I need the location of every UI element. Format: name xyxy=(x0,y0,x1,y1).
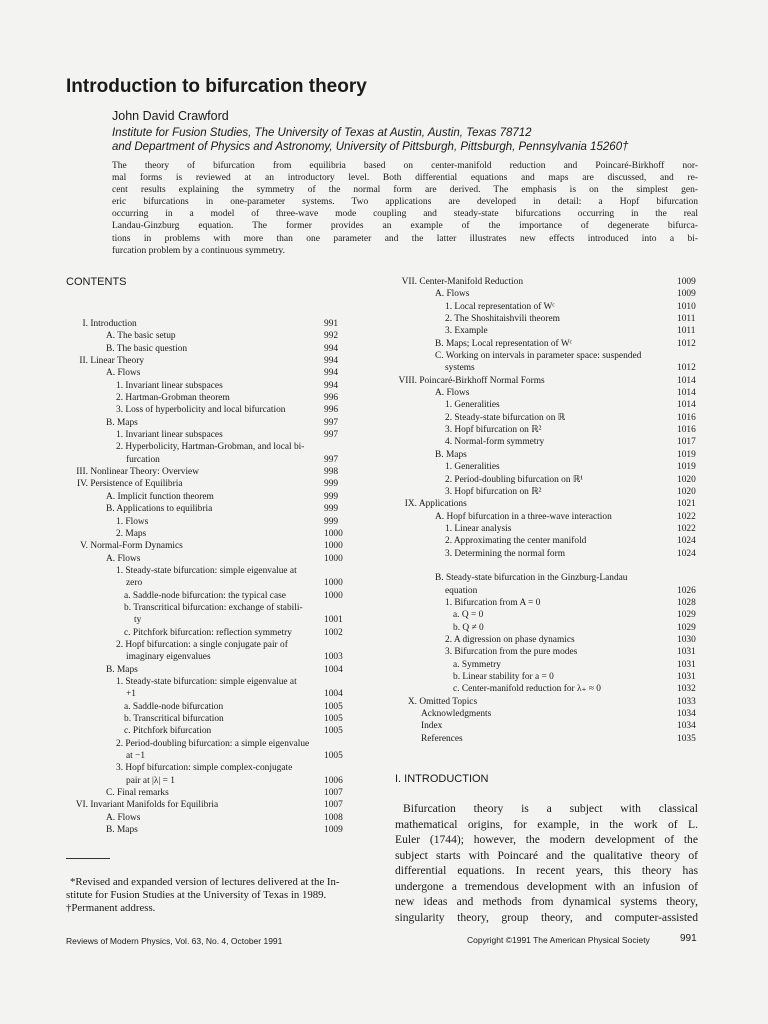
toc-entry xyxy=(66,392,366,404)
toc-entry-page: 1007 xyxy=(324,788,343,799)
toc-entry-label: B. Maps xyxy=(106,417,138,428)
toc-entry-page: 1031 xyxy=(677,647,696,658)
toc-entry xyxy=(66,590,366,602)
toc-entry-label: 3. Hopf bifurcation on ℝ² xyxy=(445,486,542,497)
toc-entry-page: 1019 xyxy=(677,449,696,460)
abstract-line: tions in problems with more than one parameter and the latter illustrates new effects introduced into a bi- xyxy=(112,233,698,244)
toc-entry-label: c. Center-manifold reduction for λ₊ ≈ 0 xyxy=(453,684,601,695)
toc-entry-page: 1031 xyxy=(677,672,696,682)
toc-entry-label: A. The basic setup xyxy=(106,331,176,342)
toc-entry-label: IV. Persistence of Equilibria xyxy=(76,479,183,490)
toc-entry-label: 1. Bifurcation from A = 0 xyxy=(445,597,541,608)
toc-entry xyxy=(66,725,366,737)
body-line: new ideas and methods from dynamical systems theory, xyxy=(395,895,698,908)
body-line: Euler (1744); however, the modern development of the xyxy=(395,833,698,846)
abstract-line: Landau-Ginzburg equation. The former provides an example of the importance of degenerate bifurca- xyxy=(112,221,698,232)
toc-entry xyxy=(66,614,366,626)
toc-entry-page: 1008 xyxy=(324,812,343,823)
toc-entry xyxy=(66,380,366,392)
toc-entry-label: 1. Flows xyxy=(116,516,149,527)
toc-entry-label: II. Linear Theory xyxy=(79,356,145,367)
toc-entry xyxy=(66,565,366,577)
toc-entry-page: 997 xyxy=(324,417,339,428)
copyright-notice: Copyright ©1991 The American Physical Society xyxy=(467,935,650,945)
toc-entry-label: 3. Hopf bifurcation: simple complex-conjugate xyxy=(116,763,293,774)
toc-entry xyxy=(395,622,698,634)
toc-entry-page: 996 xyxy=(324,405,339,416)
toc-entry-label: zero xyxy=(126,578,143,589)
footnote-divider xyxy=(66,858,110,859)
toc-entry-label: 3. Hopf bifurcation on ℝ² xyxy=(445,425,542,436)
toc-entry-page: 1000 xyxy=(324,553,343,564)
toc-entry-page: 1004 xyxy=(324,689,343,700)
toc-entry xyxy=(66,330,366,342)
toc-entry xyxy=(395,474,698,486)
toc-entry xyxy=(395,449,698,461)
body-line: subject starts with Poincaré and the qualitative theory of xyxy=(395,848,698,862)
toc-entry-page: 1014 xyxy=(677,388,696,399)
toc-entry-label: A. Flows xyxy=(106,553,141,564)
toc-right-column xyxy=(395,276,698,745)
toc-entry-label: A. Hopf bifurcation in a three-wave interaction xyxy=(435,511,612,522)
toc-entry xyxy=(66,627,366,639)
toc-entry xyxy=(395,288,698,300)
body-line: differential equations. In recent years, this theory has xyxy=(395,864,698,877)
toc-entry xyxy=(66,713,366,725)
toc-entry-page: 994 xyxy=(324,343,339,354)
toc-entry-page: 1012 xyxy=(677,338,696,349)
toc-entry-page: 1030 xyxy=(677,634,696,645)
toc-entry-label: imaginary eigenvalues xyxy=(126,652,211,663)
toc-entry xyxy=(395,338,698,350)
toc-entry-page: 992 xyxy=(324,331,339,342)
toc-entry xyxy=(395,634,698,646)
toc-entry xyxy=(395,486,698,498)
toc-entry-page: 1024 xyxy=(677,548,696,559)
toc-entry-label: a. Q = 0 xyxy=(453,610,484,621)
toc-entry-label: 2. The Shoshitaishvili theorem xyxy=(445,314,560,325)
toc-entry xyxy=(395,313,698,325)
toc-entry-page: 1021 xyxy=(677,499,696,510)
toc-entry-label: 1. Steady-state bifurcation: simple eigenvalue at xyxy=(116,565,297,576)
toc-entry xyxy=(66,318,366,330)
intro-paragraph xyxy=(395,801,698,925)
toc-entry xyxy=(395,671,698,683)
toc-entry xyxy=(395,720,698,732)
paper-title: Introduction to bifurcation theory xyxy=(66,76,367,97)
toc-entry xyxy=(66,478,366,490)
toc-entry-page: 1022 xyxy=(677,523,696,534)
toc-entry-label: 3. Determining the normal form xyxy=(445,548,566,559)
toc-entry xyxy=(66,503,366,515)
author-name: John David Crawford xyxy=(112,109,229,123)
toc-entry-page: 996 xyxy=(324,393,339,404)
toc-entry xyxy=(395,572,698,584)
abstract-line: cent results explaining the symmetry of the normal form are derived. The emphasis is on the simplest gen- xyxy=(112,185,698,196)
toc-entry-label: 2. Steady-state bifurcation on ℝ xyxy=(445,412,566,423)
toc-entry-page: 999 xyxy=(324,479,339,490)
toc-entry-label: Acknowledgments xyxy=(421,709,492,720)
toc-entry xyxy=(395,412,698,424)
toc-entry-label: B. Maps xyxy=(106,825,138,836)
affiliation-line: Institute for Fusion Studies, The University of Texas at Austin, Austin, Texas 78712 xyxy=(112,127,532,139)
toc-entry xyxy=(66,602,366,614)
toc-entry xyxy=(66,750,366,762)
toc-entry xyxy=(66,417,366,429)
toc-entry xyxy=(66,491,366,503)
toc-entry xyxy=(66,812,366,824)
toc-entry xyxy=(66,651,366,663)
toc-entry-label: 1. Local representation of Wᶜ xyxy=(445,301,555,312)
toc-entry xyxy=(66,441,366,453)
toc-entry-page: 1005 xyxy=(324,701,343,712)
toc-entry xyxy=(66,639,366,651)
toc-entry-page: 1028 xyxy=(677,597,696,608)
toc-entry-label: B. Steady-state bifurcation in the Ginzburg-Landau xyxy=(435,573,628,584)
toc-entry-label: VIII. Poincaré-Birkhoff Normal Forms xyxy=(398,375,545,386)
toc-entry-label: 1. Steady-state bifurcation: simple eigenvalue at xyxy=(116,676,297,687)
toc-entry-label: 3. Example xyxy=(445,326,488,337)
toc-entry-label: 1. Invariant linear subspaces xyxy=(116,380,223,391)
toc-entry-page: 1034 xyxy=(677,709,696,720)
toc-entry xyxy=(395,511,698,523)
toc-entry xyxy=(395,399,698,411)
toc-entry xyxy=(395,523,698,535)
toc-entry-page: 1016 xyxy=(677,412,696,423)
toc-entry-page: 1033 xyxy=(677,696,696,707)
toc-entry-label: 1. Generalities xyxy=(445,462,500,473)
toc-entry-label: A. Flows xyxy=(435,388,470,399)
toc-entry-label: B. Applications to equilibria xyxy=(106,504,213,515)
toc-entry-label: c. Pitchfork bifurcation xyxy=(124,726,212,737)
toc-entry xyxy=(66,577,366,589)
toc-entry-page: 1014 xyxy=(677,375,696,386)
toc-entry-label: b. Transcritical bifurcation: exchange of stabili- xyxy=(124,602,303,613)
toc-entry-page: 1001 xyxy=(324,615,343,626)
toc-entry xyxy=(395,350,698,362)
toc-entry xyxy=(395,560,698,572)
toc-entry-label: A. Implicit function theorem xyxy=(106,491,214,502)
toc-entry-label: VII. Center-Manifold Reduction xyxy=(401,277,524,287)
toc-entry-label: 1. Invariant linear subspaces xyxy=(116,430,223,441)
toc-entry-page: 1024 xyxy=(677,536,696,547)
toc-entry-page: 1034 xyxy=(677,721,696,732)
toc-entry xyxy=(395,646,698,658)
toc-entry xyxy=(66,676,366,688)
toc-entry-page: 1002 xyxy=(324,627,343,638)
toc-entry-page: 1006 xyxy=(324,775,343,786)
toc-entry-page: 1009 xyxy=(324,825,343,836)
toc-entry-page: 1019 xyxy=(677,462,696,473)
toc-entry xyxy=(66,688,366,700)
toc-entry-label: at −1 xyxy=(126,751,146,762)
toc-entry-label: b. Transcritical bifurcation xyxy=(124,714,224,724)
footnotes xyxy=(66,876,366,915)
affiliation-line: and Department of Physics and Astronomy, University of Pittsburgh, Pittsburgh, Pennsylvania 15260† xyxy=(112,141,629,153)
toc-entry-page: 1022 xyxy=(677,511,696,522)
toc-entry-label: 2. Approximating the center manifold xyxy=(445,536,587,547)
toc-entry-page: 1003 xyxy=(324,652,343,663)
toc-entry xyxy=(395,733,698,745)
toc-entry xyxy=(395,387,698,399)
toc-entry-page: 1011 xyxy=(677,314,696,325)
toc-entry-page: 1005 xyxy=(324,726,343,737)
toc-entry-page: 1005 xyxy=(324,751,343,762)
toc-entry xyxy=(66,343,366,355)
toc-entry-label: 2. A digression on phase dynamics xyxy=(445,634,575,645)
toc-entry xyxy=(395,708,698,720)
footnote-line: stitute for Fusion Studies at the University of Texas in 1989. xyxy=(66,889,327,901)
toc-entry-page: 1012 xyxy=(677,363,696,374)
toc-entry-label: pair at |λ| = 1 xyxy=(126,775,175,786)
toc-entry xyxy=(66,540,366,552)
toc-entry xyxy=(395,696,698,708)
toc-entry xyxy=(395,436,698,448)
body-line: mathematical origins, for example, in the work of L. xyxy=(395,817,698,831)
toc-left-column xyxy=(66,318,366,836)
toc-entry xyxy=(395,535,698,547)
toc-entry-page: 1035 xyxy=(677,733,696,744)
toc-entry xyxy=(395,548,698,560)
toc-entry xyxy=(395,461,698,473)
toc-entry-page: 1014 xyxy=(677,400,696,411)
toc-entry xyxy=(395,683,698,695)
toc-entry xyxy=(395,609,698,621)
toc-entry-label: V. Normal-Form Dynamics xyxy=(80,541,183,552)
toc-entry-label: 2. Period-doubling bifurcation: a simple eigenvalue xyxy=(116,738,310,749)
toc-entry-label: a. Saddle-node bifurcation xyxy=(124,701,224,712)
toc-entry-label: a. Symmetry xyxy=(453,659,501,670)
toc-entry-page: 1000 xyxy=(324,541,343,552)
toc-entry-page: 998 xyxy=(324,467,339,478)
body-line: undergone a tremendous development with an infusion of xyxy=(395,879,698,893)
toc-entry xyxy=(395,498,698,510)
toc-entry-label: A. Flows xyxy=(106,368,141,379)
toc-entry-label: 2. Maps xyxy=(116,528,147,539)
toc-entry-page: 991 xyxy=(324,319,339,329)
toc-entry-page: 1016 xyxy=(677,425,696,436)
toc-entry-page: 1009 xyxy=(677,289,696,300)
toc-entry-label: 2. Hyperbolicity, Hartman-Grobman, and local bi- xyxy=(116,442,305,453)
toc-entry xyxy=(66,528,366,540)
toc-entry-label: C. Final remarks xyxy=(106,788,169,799)
abstract-line: furcation problem by a continuous symmetry. xyxy=(112,245,285,256)
footnote-line: †Permanent address. xyxy=(66,902,156,914)
toc-entry xyxy=(66,775,366,787)
toc-entry-label: X. Omitted Topics xyxy=(407,696,478,707)
toc-entry xyxy=(66,466,366,478)
toc-entry-label: IX. Applications xyxy=(404,499,467,510)
toc-entry-label: +1 xyxy=(126,689,136,700)
toc-entry-page: 994 xyxy=(324,380,339,391)
toc-entry-label: 1. Generalities xyxy=(445,400,500,411)
toc-entry-page: 1000 xyxy=(324,578,343,589)
toc-entry-page: 1009 xyxy=(677,277,696,287)
toc-entry-label: 3. Loss of hyperbolicity and local bifurcation xyxy=(116,405,286,416)
toc-entry-label: 2. Hartman-Grobman theorem xyxy=(116,393,230,404)
toc-entry-label: 3. Bifurcation from the pure modes xyxy=(445,647,578,658)
toc-entry xyxy=(395,597,698,609)
toc-entry xyxy=(66,553,366,565)
toc-entry-page: 999 xyxy=(324,491,339,502)
toc-entry-page: 1000 xyxy=(324,590,343,601)
toc-entry-page: 999 xyxy=(324,516,339,527)
toc-entry-page: 994 xyxy=(324,356,339,367)
toc-entry xyxy=(66,824,366,836)
toc-entry-page: 1032 xyxy=(677,684,696,695)
toc-entry-page: 1017 xyxy=(677,437,696,448)
toc-entry-label: 2. Hopf bifurcation: a single conjugate pair of xyxy=(116,639,288,650)
toc-entry-label: Index xyxy=(421,721,443,732)
abstract-line: eric bifurcations in one-parameter systems. Two applications are developed in detail: a Hopf bifurcation xyxy=(112,197,698,208)
toc-entry xyxy=(66,516,366,528)
toc-entry-page: 997 xyxy=(324,430,339,441)
toc-entry xyxy=(395,276,698,288)
toc-entry-page: 1011 xyxy=(677,326,696,337)
toc-entry-page: 1029 xyxy=(677,610,696,621)
toc-entry-label: c. Pitchfork bifurcation: reflection symmetry xyxy=(124,627,292,638)
toc-entry xyxy=(66,738,366,750)
toc-entry-page: 1010 xyxy=(677,301,696,312)
toc-entry-label: 1. Linear analysis xyxy=(445,523,512,534)
toc-entry-page: 1005 xyxy=(324,714,343,724)
footnote-line: *Revised and expanded version of lectures delivered at the In- xyxy=(70,876,340,888)
toc-entry-page: 994 xyxy=(324,368,339,379)
toc-entry-label: B. The basic question xyxy=(106,343,188,354)
toc-entry-page: 1000 xyxy=(324,528,343,539)
toc-entry xyxy=(395,424,698,436)
toc-entry-label: I. Introduction xyxy=(82,319,137,329)
toc-entry-page: 1007 xyxy=(324,800,343,811)
toc-entry xyxy=(395,362,698,374)
toc-entry-page: 1020 xyxy=(677,486,696,497)
toc-entry-label: a. Saddle-node bifurcation: the typical case xyxy=(124,590,286,601)
body-line: Bifurcation theory is a subject with classical xyxy=(403,802,698,815)
toc-entry-page: 999 xyxy=(324,504,339,515)
toc-entry-label: ty xyxy=(134,615,142,626)
toc-entry-label: A. Flows xyxy=(106,812,141,823)
toc-entry-label: b. Q ≠ 0 xyxy=(453,622,484,633)
page-number: 991 xyxy=(680,933,697,944)
toc-entry-label: 4. Normal-form symmetry xyxy=(445,437,545,448)
toc-entry-label: b. Linear stability for a = 0 xyxy=(453,672,554,682)
toc-entry-label: furcation xyxy=(126,454,160,465)
toc-entry xyxy=(66,355,366,367)
contents-heading: CONTENTS xyxy=(66,276,127,288)
toc-entry-label: C. Working on intervals in parameter space: suspended xyxy=(435,351,642,362)
toc-entry xyxy=(395,325,698,337)
abstract xyxy=(112,160,698,257)
toc-entry-page: 1031 xyxy=(677,659,696,670)
toc-entry xyxy=(66,664,366,676)
toc-entry xyxy=(395,301,698,313)
toc-entry xyxy=(66,454,366,466)
toc-entry xyxy=(66,367,366,379)
toc-entry xyxy=(395,375,698,387)
abstract-line: The theory of bifurcation from equilibria based on center-manifold reduction and Poincaré-Birkhoff nor- xyxy=(112,161,698,171)
toc-entry-label: B. Maps; Local representation of Wᶜ xyxy=(435,338,573,349)
section-heading: I. INTRODUCTION xyxy=(395,773,489,785)
toc-entry-label: References xyxy=(421,733,463,744)
toc-entry-page: 997 xyxy=(324,454,339,465)
toc-entry xyxy=(395,585,698,597)
toc-entry-label: equation xyxy=(445,585,478,596)
body-line: singularity theory, group theory, and computer-assisted xyxy=(395,910,698,924)
toc-entry xyxy=(66,429,366,441)
toc-entry xyxy=(66,701,366,713)
abstract-line: mal forms is reviewed at an introductory level. Both differential equations and maps are discussed, and re- xyxy=(112,173,698,184)
toc-entry-label: systems xyxy=(445,363,475,374)
toc-entry-label: B. Maps xyxy=(106,664,138,675)
toc-entry xyxy=(66,762,366,774)
toc-entry xyxy=(66,799,366,811)
toc-entry-page: 1004 xyxy=(324,664,343,675)
toc-entry xyxy=(66,404,366,416)
abstract-line: occurring in a model of three-wave mode coupling and steady-state bifurcations occurring in the real xyxy=(112,209,698,220)
toc-entry-page: 1020 xyxy=(677,474,696,485)
journal-citation: Reviews of Modern Physics, Vol. 63, No. 4, October 1991 xyxy=(66,936,283,946)
toc-entry-page: 1029 xyxy=(677,622,696,633)
toc-entry-label: B. Maps xyxy=(435,449,467,460)
toc-entry xyxy=(66,787,366,799)
toc-entry xyxy=(395,659,698,671)
toc-entry-label: 2. Period-doubling bifurcation on ℝ¹ xyxy=(445,474,584,485)
toc-entry-label: III. Nonlinear Theory: Overview xyxy=(76,467,199,478)
toc-entry-label: VI. Invariant Manifolds for Equilibria xyxy=(75,800,219,811)
toc-entry-page: 1026 xyxy=(677,585,696,596)
toc-entry-label: A. Flows xyxy=(435,289,470,300)
